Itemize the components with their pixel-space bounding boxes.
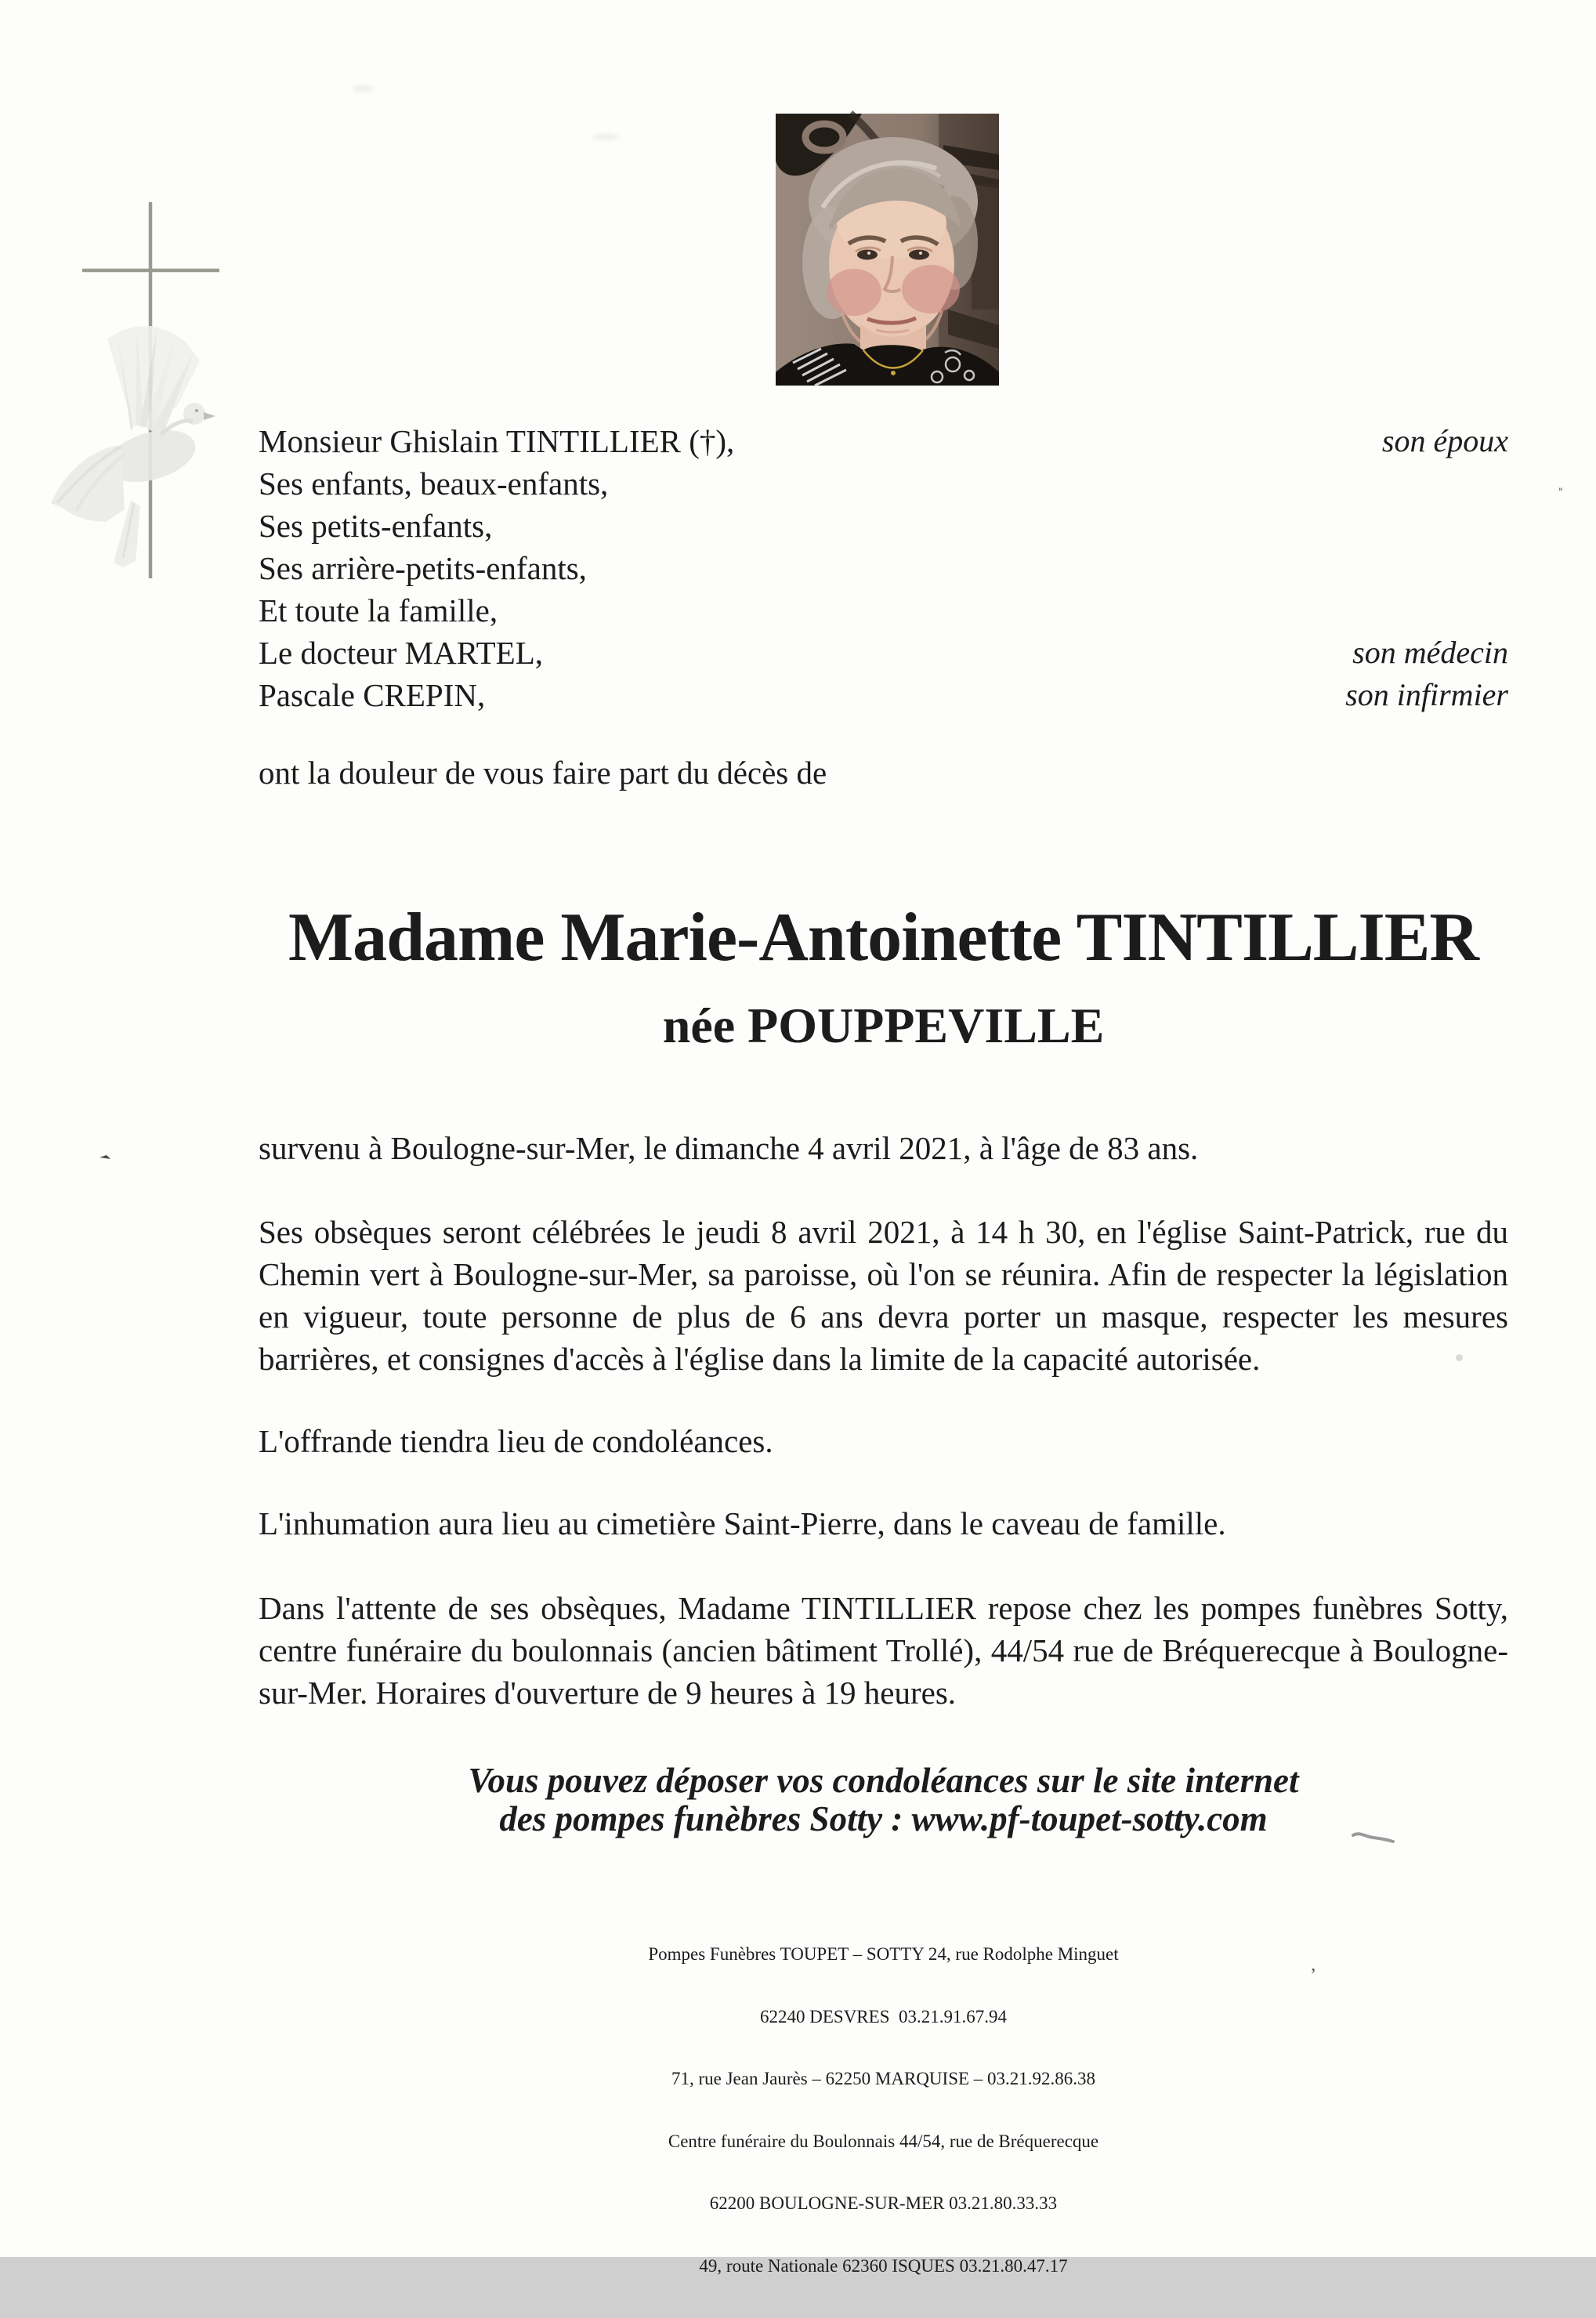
relation-label-epoux: son époux: [1381, 423, 1508, 458]
intro-line: ont la douleur de vous faire part du décès de: [259, 755, 827, 791]
footer-line: 62200 BOULOGNE-SUR-MER 03.21.80.33.33: [709, 2193, 1058, 2213]
family-line: Le docteur MARTEL,: [259, 635, 544, 671]
note-line-2: des pompes funèbres Sotty : www.pf-toupet-sotty.com: [499, 1799, 1268, 1838]
scan-mark-tick: [99, 1150, 111, 1157]
family-list: [259, 420, 734, 716]
relation-label-medecin: son médecin: [1352, 635, 1508, 670]
scan-smudge: [592, 133, 619, 140]
paragraph-repose-location: Dans l'attente de ses obsèques, Madame TINTILLIER repose chez les pompes funèbres Sotty, centre funéraire du boulonnais (ancien bâtiment Trollé), 44/54 rue de Bréquerecque à Boulogne-sur-Mer. Horaires d'ouverture de 9 heures à 19 heures.: [259, 1590, 1508, 1711]
dove-icon: [51, 326, 215, 567]
paragraph-offering: L'offrande tiendra lieu de condoléances.: [259, 1423, 773, 1459]
deceased-name-title: Madame Marie-Antoinette TINTILLIER: [288, 900, 1478, 976]
footer-line: 62240 DESVRES 03.21.91.67.94: [760, 2006, 1007, 2026]
footer-line: 71, rue Jean Jaurès – 62250 MARQUISE – 03.21.92.86.38: [671, 2069, 1096, 2088]
paragraph-ceremony-details: Ses obsèques seront célébrées le jeudi 8 avril 2021, à 14 h 30, en l'église Saint-Patrick, rue du Chemin vert à Boulogne-sur-Mer, sa paroisse, où l'on se réunira. Afin de respecter la législation en vigueur, toute personne de plus de 6 ans devra porter un masque, respecter les mesures barrières, et consignes d'accès à l'église dans la limite de la capacité autorisée.: [259, 1214, 1508, 1377]
note-line-1: Vous pouvez déposer vos condoléances sur le site internet: [468, 1761, 1299, 1800]
scan-smudge: [353, 85, 373, 92]
family-line: Ses arrière-petits-enfants,: [259, 550, 587, 586]
condolences-website-note: [259, 1762, 1508, 1838]
scan-mark-apostrophe: ’: [1310, 1965, 1316, 1986]
footer-line: 49, route Nationale 62360 ISQUES 03.21.80.47.17: [699, 2255, 1068, 2276]
family-line: Pascale CREPIN,: [259, 677, 486, 713]
family-line: Monsieur Ghislain TINTILLIER (†),: [259, 423, 735, 459]
memorial-cross-dove-art: [43, 196, 239, 588]
family-line: Et toute la famille,: [259, 592, 498, 628]
footer-line: Pompes Funèbres TOUPET – SOTTY 24, rue Rodolphe Minguet: [648, 1944, 1119, 1964]
maiden-name-subtitle: née POUPPEVILLE: [662, 998, 1105, 1053]
footer-line: Centre funéraire du Boulonnais 44/54, rue de Bréquerecque: [668, 2131, 1099, 2151]
funeral-home-addresses: [259, 1903, 1508, 2318]
family-line: Ses petits-enfants,: [259, 508, 493, 544]
relation-label-infirmier: son infirmier: [1345, 677, 1508, 712]
family-line: Ses enfants, beaux-enfants,: [259, 465, 609, 502]
deceased-portrait-photo: [776, 114, 999, 386]
paragraph-burial: L'inhumation aura lieu au cimetière Saint-Pierre, dans le caveau de famille.: [259, 1505, 1226, 1541]
paragraph-death-details: survenu à Boulogne-sur-Mer, le dimanche 4 avril 2021, à l'âge de 83 ans.: [259, 1130, 1199, 1166]
